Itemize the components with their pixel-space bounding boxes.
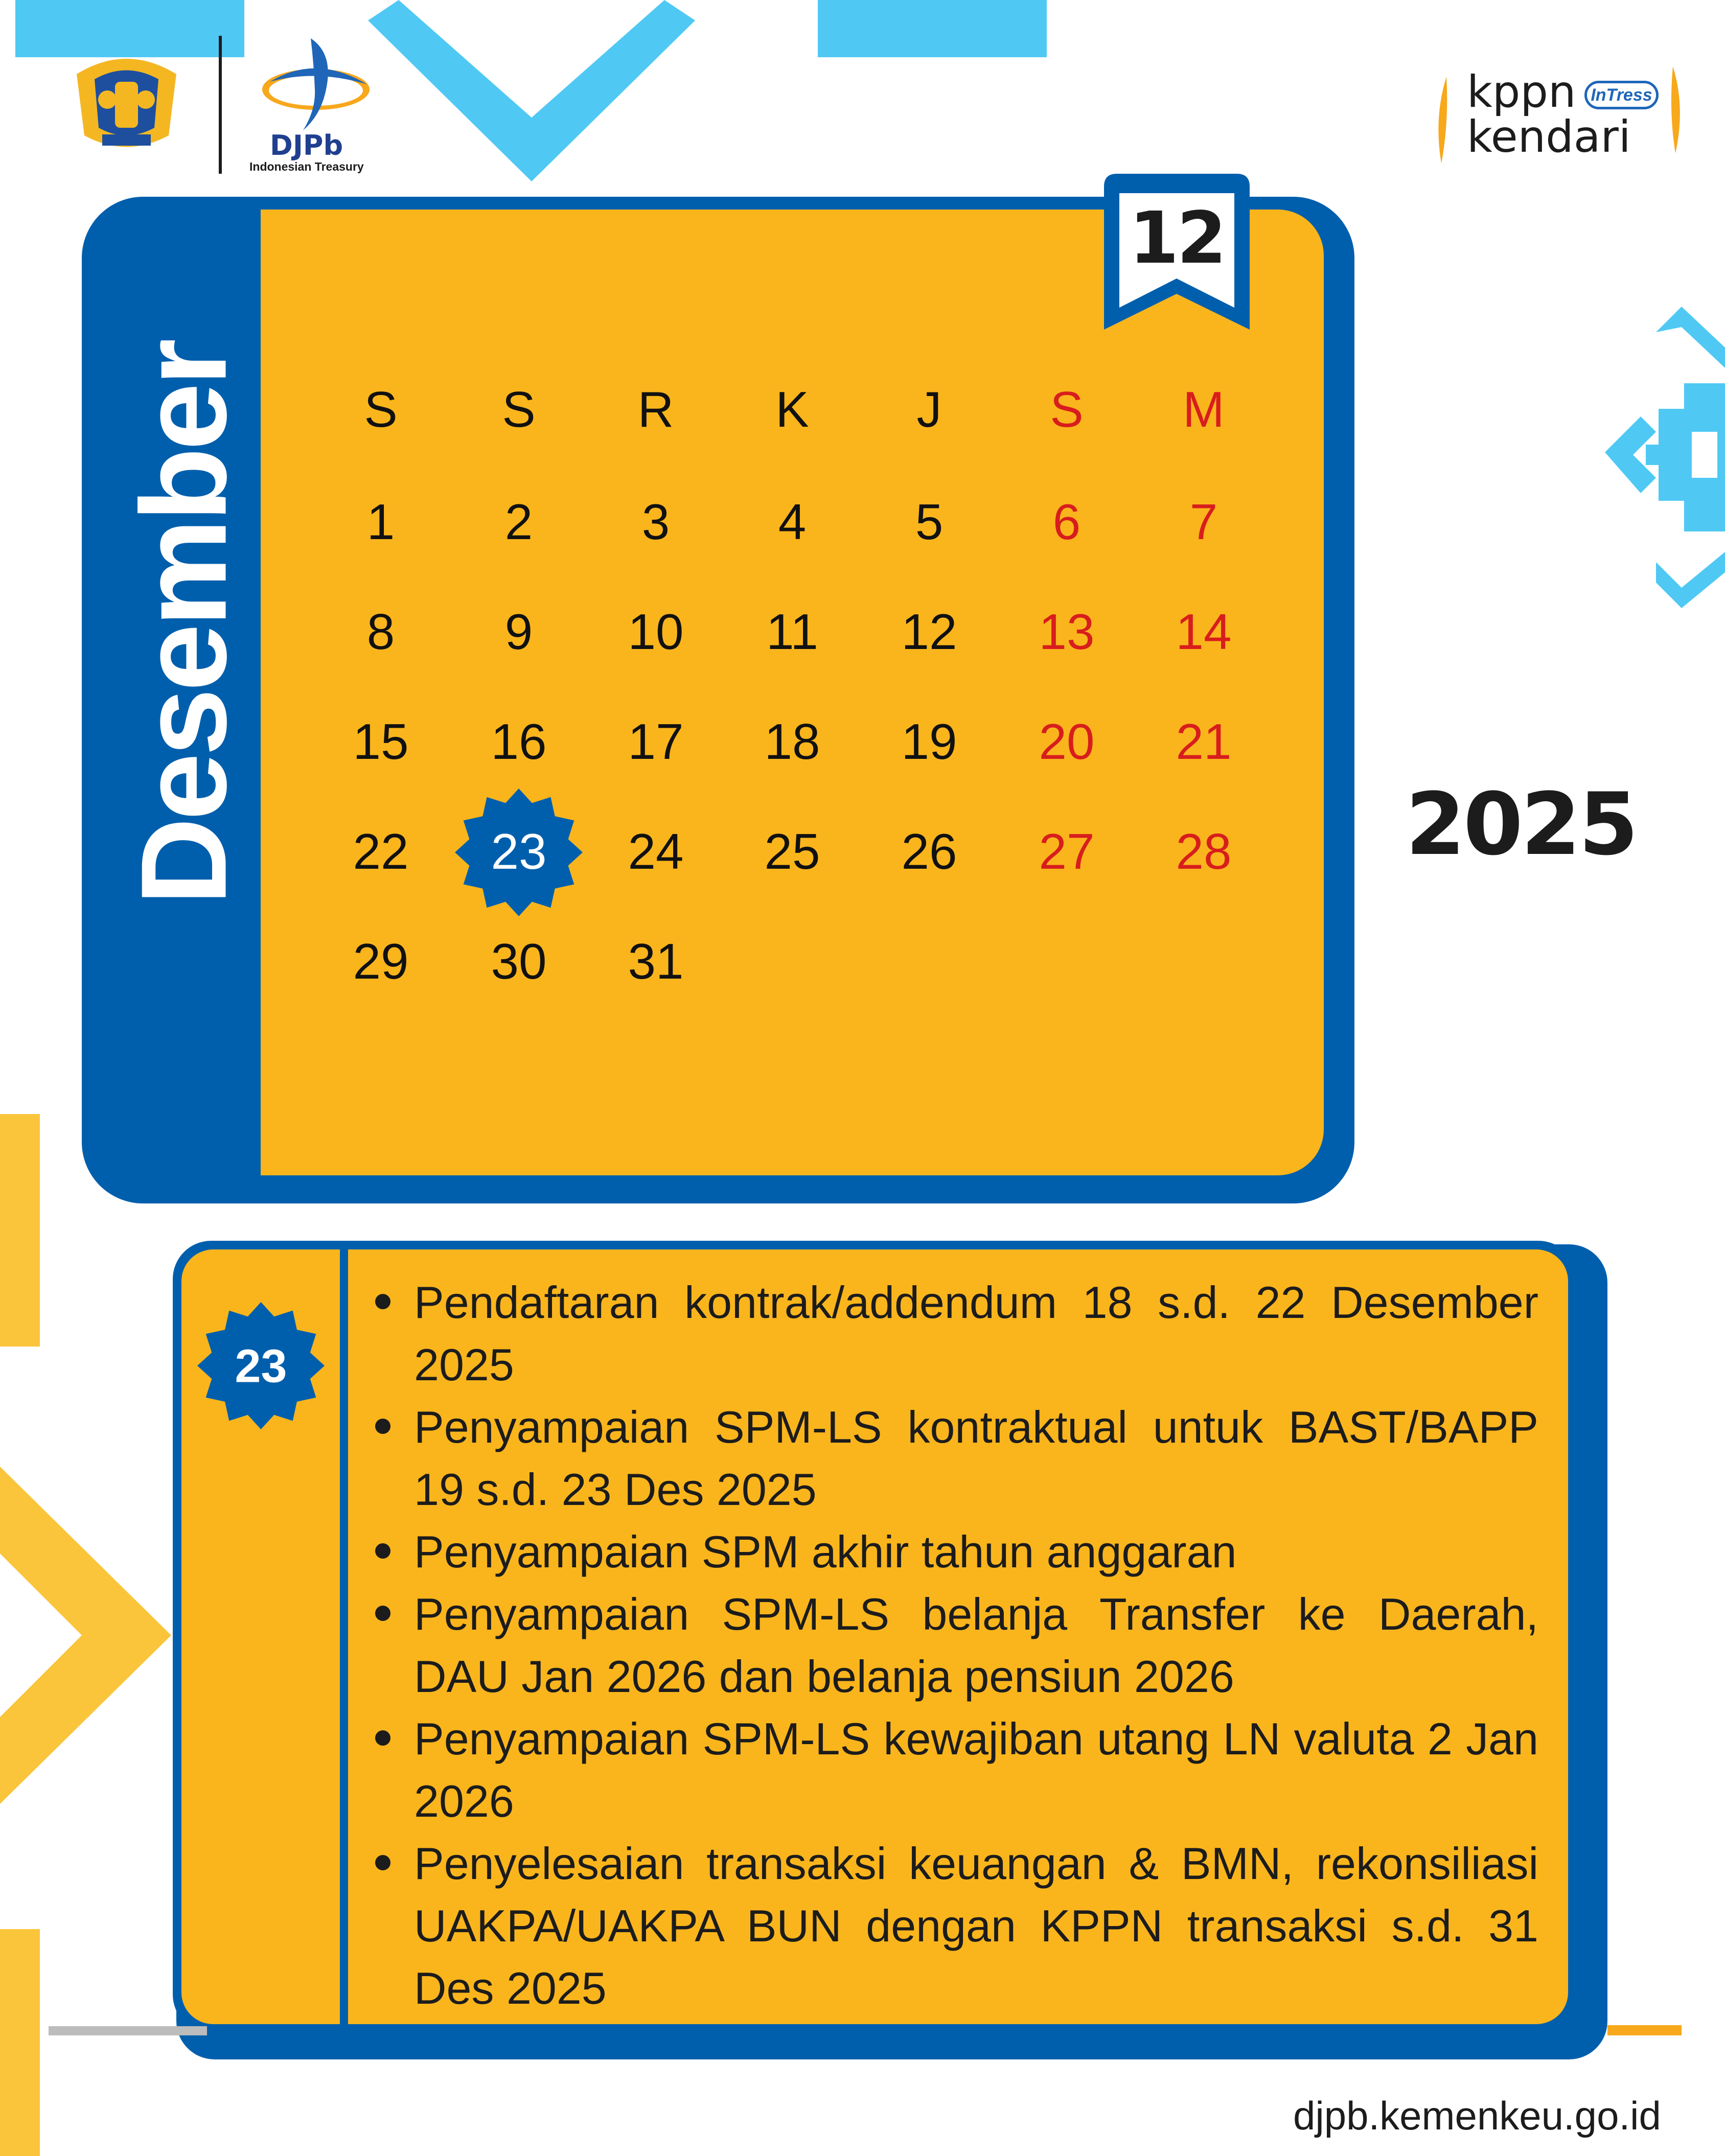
day-header: S	[1050, 381, 1084, 437]
day-cell-highlighted: 23	[491, 823, 547, 879]
bottom-gray-line	[49, 2026, 207, 2035]
agenda-divider	[340, 1249, 348, 2024]
header-divider	[219, 36, 222, 174]
day-cell: 11	[766, 604, 818, 660]
day-cell: 25	[764, 823, 820, 879]
day-cell: 29	[353, 933, 409, 989]
day-cell: 3	[641, 494, 670, 550]
day-cell: 7	[1189, 494, 1218, 550]
agenda-list	[368, 1271, 1538, 2020]
kemenkeu-emblem-logo	[66, 43, 187, 158]
left-yellow-bar-bottom	[0, 1929, 40, 2156]
day-cell: 6	[1052, 494, 1081, 550]
bottom-orange-line	[1607, 2025, 1682, 2035]
day-cell: 13	[1039, 604, 1095, 660]
day-cell: 22	[353, 823, 409, 879]
month-number: 12	[1129, 197, 1225, 280]
left-yellow-chevron	[0, 1467, 171, 1804]
djpb-logo-name: DJPb	[270, 129, 343, 161]
day-cell: 10	[628, 604, 684, 660]
agenda-item: Penyampaian SPM-LS belanja Transfer ke Daerah, DAU Jan 2026 dan belanja pensiun 2026	[368, 1583, 1538, 1708]
day-cell: 20	[1039, 713, 1095, 770]
kppn-right-swoosh-icon	[1663, 66, 1688, 153]
agenda-item: Penyampaian SPM akhir tahun anggaran	[368, 1521, 1538, 1583]
day-header: M	[1183, 381, 1225, 437]
day-cell: 30	[491, 933, 547, 989]
day-header: J	[916, 381, 942, 437]
year-label: 2025	[1406, 774, 1637, 874]
day-header: K	[775, 381, 809, 437]
kppn-logo-badge	[1584, 81, 1659, 109]
day-cell: 8	[366, 604, 395, 660]
day-cell: 24	[628, 823, 684, 879]
djpb-logo-tagline: Indonesian Treasury	[249, 160, 364, 173]
day-cell: 21	[1176, 713, 1232, 770]
day-cell: 2	[504, 494, 533, 550]
day-cell: 27	[1039, 823, 1095, 879]
top-right-cyan-bar	[818, 0, 1047, 57]
day-header: R	[637, 381, 674, 437]
kppn-logo-line1: kppn	[1467, 66, 1576, 118]
day-cell: 17	[628, 713, 684, 770]
day-cell: 26	[901, 823, 957, 879]
calendar-panel	[261, 210, 1324, 1175]
kppn-logo-line2: kendari	[1467, 111, 1631, 163]
agenda-item: Penyampaian SPM-LS kewajiban utang LN valuta 2 Jan 2026	[368, 1708, 1538, 1833]
month-label: Desember	[116, 341, 252, 906]
agenda-item: Penyampaian SPM-LS kontraktual untuk BAST/BAPP 19 s.d. 23 Des 2025	[368, 1396, 1538, 1521]
kppn-left-swoosh-icon	[1429, 77, 1454, 164]
day-cell: 1	[366, 494, 395, 550]
agenda-item: Pendaftaran kontrak/addendum 18 s.d. 22 Desember 2025	[368, 1271, 1538, 1396]
left-yellow-bar-top	[0, 1114, 40, 1347]
day-header: S	[502, 381, 536, 437]
kppn-logo-badge-text: InTress	[1591, 85, 1652, 105]
day-cell: 14	[1176, 604, 1232, 660]
day-cell: 4	[778, 494, 807, 550]
agenda-date-number: 23	[235, 1340, 287, 1393]
agenda-date-badge	[196, 1301, 326, 1431]
day-cell: 19	[901, 713, 957, 770]
right-cross-decoration	[1549, 307, 1725, 608]
footer-website: djpb.kemenkeu.go.id	[1293, 2093, 1661, 2138]
day-cell: 16	[491, 713, 547, 770]
djpb-logo	[249, 33, 382, 176]
day-cell: 12	[901, 604, 957, 660]
djpb-logo-mark	[249, 33, 382, 135]
day-cell: 9	[504, 604, 533, 660]
day-cell: 31	[628, 933, 684, 989]
agenda-item: Penyelesaian transaksi keuangan & BMN, rekonsiliasi UAKPA/UAKPA BUN dengan KPPN transaksi s.d. 31 Des 2025	[368, 1833, 1538, 2020]
kppn-kendari-logo	[1418, 66, 1694, 169]
day-cell: 18	[764, 713, 820, 770]
day-cell: 15	[353, 713, 409, 770]
day-header: S	[364, 381, 398, 437]
day-cell: 28	[1176, 823, 1232, 879]
day-cell: 5	[915, 494, 944, 550]
top-chevron-decoration	[368, 0, 695, 184]
